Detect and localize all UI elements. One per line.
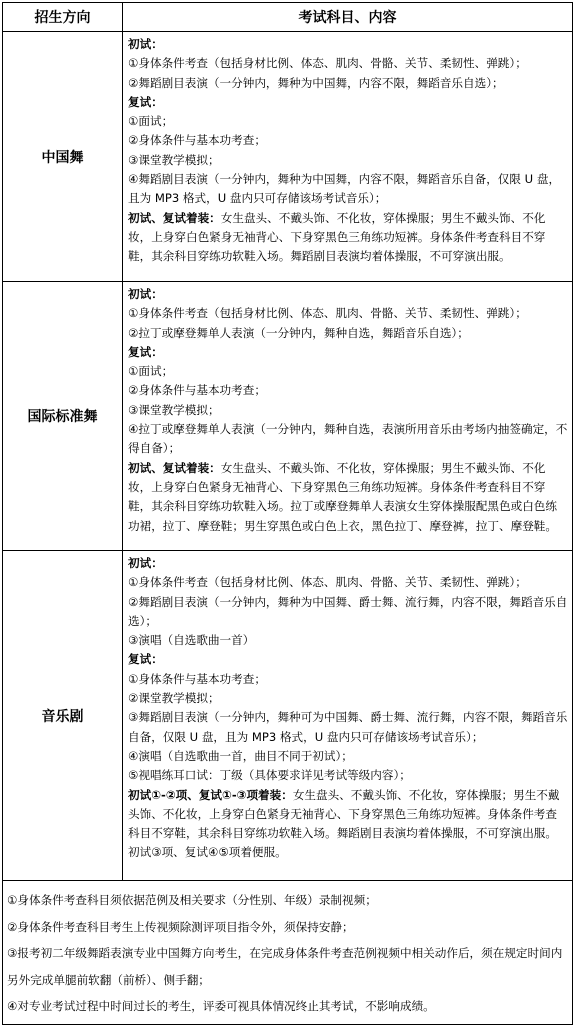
- content-line: ③演唱（自选歌曲一首）: [128, 633, 255, 648]
- direction-row: [3, 282, 573, 551]
- exam-table: [2, 2, 573, 1025]
- dress-code-heading: 初试①-②项、复试①-③项着装：: [128, 787, 293, 802]
- direction-row: [3, 32, 573, 282]
- exam-content: [123, 282, 573, 551]
- content-line: 初试：: [128, 287, 163, 301]
- content-line: 初试：: [128, 556, 163, 570]
- direction-row: [3, 551, 573, 881]
- content-line: ①面试；: [128, 364, 174, 379]
- exam-content: [123, 32, 573, 282]
- header-row: [3, 3, 573, 32]
- direction-name: 国际标准舞: [3, 282, 123, 551]
- content-line: [128, 459, 568, 536]
- content-line: ①身体条件与基本功考查；: [128, 671, 266, 686]
- dress-code-text: 女生盘头、不戴头饰、不化妆，穿体操服；男生不戴头饰、不化妆，上身穿白色紧身无袖背心、下身穿黑色三角练功短裤。身体条件考查科目不穿鞋，其余科目穿练功软鞋入场。拉丁或摩登舞单人表演女生穿体操服配黑色或白色练功裙，拉丁、摩登鞋；男生穿黑色或白色上衣，黑色拉丁、摩登裤，拉丁、摩登鞋。: [128, 460, 557, 533]
- header-content: 考试科目、内容: [123, 3, 573, 32]
- header-direction: 招生方向: [3, 3, 123, 32]
- content-line: ④拉丁或摩登舞单人表演（一分钟内，舞种自选，表演所用音乐由考场内抽签确定，不得自备）；: [128, 422, 568, 456]
- dress-code-text: 女生盘头、不戴头饰、不化妆，穿体操服；男生不戴头饰、不化妆，上身穿白色紧身无袖背心、下身穿黑色三角练功短裤。身体条件考查科目不穿鞋，其余科目穿练功软鞋入场。舞蹈剧目表演均着体操服，不可穿演出服。: [128, 787, 560, 841]
- content-line: 初试：: [128, 37, 163, 51]
- content-line: 复试：: [128, 344, 163, 359]
- content-line: ③课堂教学模拟；: [128, 152, 220, 167]
- content-line: ③舞蹈剧目表演（一分钟内，舞种可为中国舞、爵士舞、流行舞，内容不限，舞蹈音乐自备，仅限 U 盘，且为 MP3 格式，U 盘内只可存储该场考试音乐）；: [128, 710, 568, 744]
- note-item: ②身体条件考查科目考生上传视频除测评项目指令外，须保持安静；: [7, 919, 354, 934]
- direction-name: 音乐剧: [3, 551, 123, 881]
- content-line: 复试：: [128, 652, 163, 667]
- content-line: ①身体条件考查（包括身材比例、体态、肌肉、骨骼、关节、柔韧性、弹跳）；: [128, 575, 527, 590]
- content-line: ④舞蹈剧目表演（一分钟内，舞种为中国舞，内容不限，舞蹈音乐自备，仅限 U 盘，且为 MP3 格式，U 盘内只可存储该场考试音乐）；: [128, 172, 561, 206]
- content-line: ②舞蹈剧目表演（一分钟内，舞种为中国舞、爵士舞、流行舞，内容不限，舞蹈音乐自选）；: [128, 594, 568, 628]
- exam-content: [123, 551, 573, 881]
- note-item: ③报考初二年级舞蹈表演专业中国舞方向考生，在完成身体条件考查范例视频中相关动作后，须在规定时间内另外完成单腿前软翻（前桥）、侧手翻；: [7, 946, 563, 987]
- content-line: ③课堂教学模拟；: [128, 402, 220, 417]
- notes-cell: [3, 881, 573, 1025]
- content-line: ①面试；: [128, 114, 174, 129]
- content-line: 复试：: [128, 94, 163, 109]
- direction-name: 中国舞: [3, 32, 123, 282]
- dress-code-text: 女生盘头、不戴头饰、不化妆，穿体操服；男生不戴头饰、不化妆，上身穿白色紧身无袖背心、下身穿黑色三角练功短裤。身体条件考查科目不穿鞋，其余科目穿练功软鞋入场。舞蹈剧目表演均着体操服，不可穿演出服。: [128, 210, 546, 264]
- content-line: ②身体条件与基本功考查；: [128, 383, 266, 398]
- content-line: ①身体条件考查（包括身材比例、体态、肌肉、骨骼、关节、柔韧性、弹跳）；: [128, 56, 527, 71]
- content-line: ①身体条件考查（包括身材比例、体态、肌肉、骨骼、关节、柔韧性、弹跳）；: [128, 306, 527, 321]
- content-line: 初试③项、复试④⑤项着便服。: [128, 845, 287, 860]
- content-line: [128, 786, 568, 844]
- content-line: ②拉丁或摩登舞单人表演（一分钟内，舞种自选，舞蹈音乐自选）；: [128, 325, 469, 340]
- content-line: [128, 209, 568, 267]
- content-line: ②身体条件与基本功考查；: [128, 133, 266, 148]
- notes-row: [3, 881, 573, 1025]
- dress-code-heading: 初试、复试着装：: [128, 210, 221, 225]
- dress-code-heading: 初试、复试着装：: [128, 460, 221, 475]
- content-line: ⑤视唱练耳口试：丁级（具体要求详见考试等级内容）；: [128, 768, 411, 783]
- note-item: ④对专业考试过程中时间过长的考生，评委可视具体情况终止其考试，不影响成绩。: [7, 999, 435, 1013]
- note-item: ①身体条件考查科目须依据范例及相关要求（分性别、年级）录制视频；: [7, 893, 377, 907]
- content-line: ②课堂教学模拟；: [128, 691, 220, 706]
- content-line: ②舞蹈剧目表演（一分钟内，舞种为中国舞，内容不限，舞蹈音乐自选）；: [128, 75, 504, 90]
- content-line: ④演唱（自选歌曲一首，曲目不同于初试）；: [128, 748, 353, 763]
